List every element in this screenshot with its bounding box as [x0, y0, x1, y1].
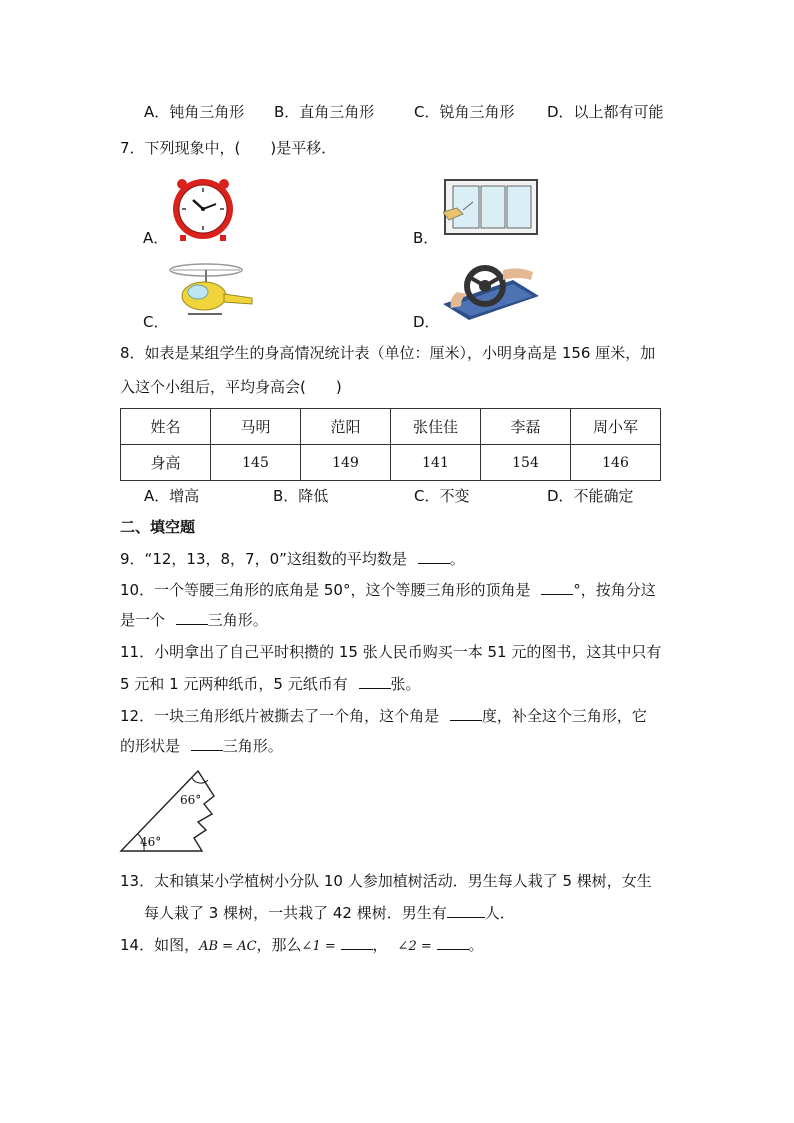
q11-line2 [120, 674, 421, 694]
q14-text-d: 。 [468, 936, 484, 954]
answer-blank[interactable] [176, 610, 208, 625]
answer-blank[interactable] [447, 903, 485, 918]
table-cell: 141 [391, 445, 481, 481]
table-cell: 145 [211, 445, 301, 481]
q14-text-c: ， [372, 936, 388, 954]
answer-blank[interactable] [541, 580, 573, 595]
q7-stem: 7．下列现象中，( )是平移． [120, 139, 337, 157]
q8-option-b[interactable]: B．降低 [273, 487, 329, 505]
answer-blank[interactable] [437, 935, 469, 950]
table-cell: 范阳 [301, 409, 391, 445]
q12-text-c: 的形状是 [120, 737, 181, 755]
q6-option-c[interactable]: C．锐角三角形 [414, 103, 515, 121]
table-cell: 146 [571, 445, 661, 481]
answer-blank[interactable] [359, 674, 391, 689]
table-cell: 周小军 [571, 409, 661, 445]
q10-text-c: 是一个 [120, 611, 166, 629]
q8-stem-line1: 8．如表是某组学生的身高情况统计表（单位：厘米），小明身高是 156 厘米，加 [120, 344, 656, 362]
q11-text-a: 5 元和 1 元两种纸币，5 元纸币有 [120, 675, 348, 693]
q14-angle2: ∠2 = [397, 939, 432, 954]
q14-angle1: ∠1 = [301, 939, 336, 954]
q8-option-a[interactable]: A．增高 [144, 487, 200, 505]
q8-option-c[interactable]: C．不变 [414, 487, 470, 505]
q6-option-d[interactable]: D．以上都有可能 [547, 103, 664, 121]
q12-line2 [120, 736, 283, 756]
q7-option-d-label[interactable]: D． [413, 313, 440, 331]
table-cell: 身高 [121, 445, 211, 481]
q14-condition: AB = AC [199, 939, 257, 954]
q7-option-b-label[interactable]: B． [413, 229, 439, 247]
table-cell: 马明 [211, 409, 301, 445]
answer-blank[interactable] [450, 706, 482, 721]
q8-stem-line2: 入这个小组后，平均身高会( ) [120, 378, 342, 396]
torn-triangle-figure [118, 768, 218, 854]
table-cell: 张佳佳 [391, 409, 481, 445]
q13-text-b: 人． [484, 904, 515, 922]
q12-text-d: 三角形。 [222, 737, 283, 755]
angle-label-bottom: 46° [140, 835, 162, 849]
clock-icon [168, 172, 238, 242]
q8-option-d[interactable]: D．不能确定 [547, 487, 634, 505]
q11-line1: 11．小明拿出了自己平时积攒的 15 张人民币购买一本 51 元的图书，这其中只有 [120, 643, 662, 661]
section-heading: 二、填空题 [120, 518, 196, 536]
table-cell: 李磊 [481, 409, 571, 445]
steering-wheel-icon [443, 262, 539, 320]
q9-line [120, 549, 465, 569]
table-cell: 154 [481, 445, 571, 481]
q14-line [120, 935, 484, 957]
q7-option-a-label[interactable]: A． [143, 229, 169, 247]
angle-label-top: 66° [180, 793, 202, 807]
answer-blank[interactable] [341, 935, 373, 950]
q6-option-b[interactable]: B．直角三角形 [274, 103, 375, 121]
table-cell: 149 [301, 445, 391, 481]
q9-tail: 。 [449, 550, 465, 568]
helicopter-icon [168, 260, 256, 320]
table-row [121, 445, 661, 481]
q10-line2 [120, 610, 268, 630]
q11-text-b: 张。 [390, 675, 421, 693]
height-table [120, 408, 661, 481]
q14-text-b: ，那么 [256, 936, 302, 954]
answer-blank[interactable] [418, 549, 450, 564]
q12-line1 [120, 706, 647, 726]
table-row [121, 409, 661, 445]
q12-text-b: 度，补全这个三角形，它 [481, 707, 647, 725]
q13-text-a: 每人栽了 3 棵树，一共栽了 42 棵树．男生有 [144, 904, 447, 922]
q9-text: 9．“12，13，8，7，0”这组数的平均数是 [120, 550, 407, 568]
answer-blank[interactable] [191, 736, 223, 751]
q10-text-b: °，按角分这 [573, 581, 656, 599]
q12-text-a: 12．一块三角形纸片被撕去了一个角，这个角是 [120, 707, 440, 725]
sliding-window-icon [443, 178, 539, 236]
q7-option-c-label[interactable]: C． [143, 313, 169, 331]
q14-text-a: 14．如图， [120, 936, 200, 954]
q10-text-a: 10．一个等腰三角形的底角是 50°，这个等腰三角形的顶角是 [120, 581, 531, 599]
table-cell: 姓名 [121, 409, 211, 445]
q13-line1: 13．太和镇某小学植树小分队 10 人参加植树活动．男生每人栽了 5 棵树，女生 [120, 872, 652, 890]
q6-option-a[interactable]: A．钝角三角形 [144, 103, 245, 121]
q13-line2 [144, 903, 515, 923]
q10-text-d: 三角形。 [207, 611, 268, 629]
q10-line1 [120, 580, 656, 600]
